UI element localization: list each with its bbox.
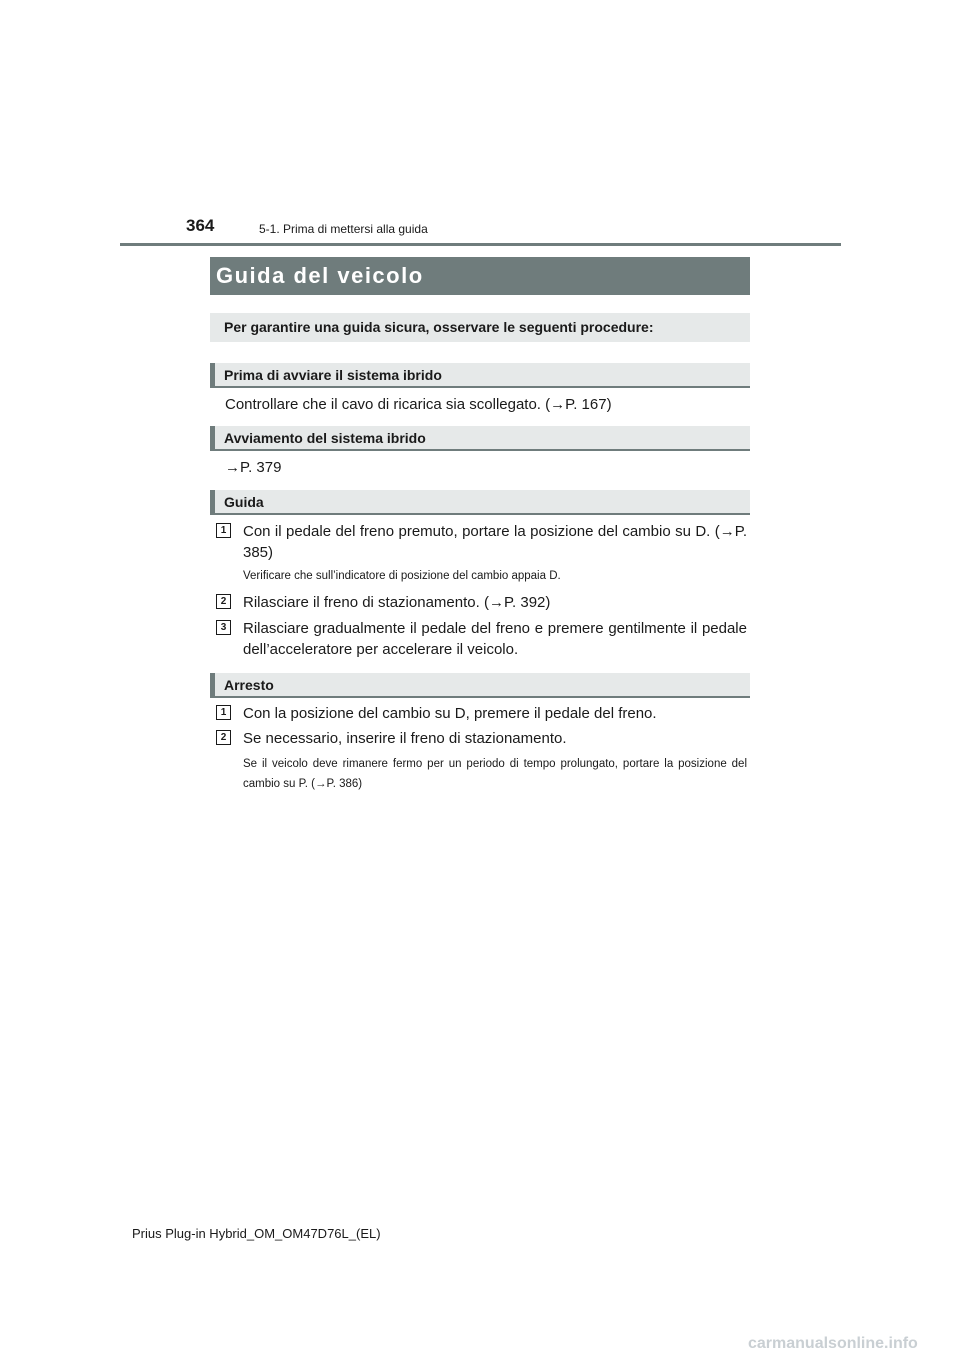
watermark: carmanualsonline.info xyxy=(748,1335,918,1352)
step-text: Rilasciare gradualmente il pedale del freno e premere gentilmente il pedale dell’acceleratore per accelerare il veicolo. xyxy=(243,620,747,658)
starting-text: →P. 379 xyxy=(225,459,282,476)
subheading-stopping xyxy=(210,673,750,698)
step-number-box: 1 xyxy=(216,705,231,720)
before-start-text: Controllare che il cavo di ricarica sia scollegato. (→P. 167) xyxy=(225,396,612,413)
header-rule xyxy=(120,243,841,246)
title-bar xyxy=(210,257,750,295)
page-title: Guida del veicolo xyxy=(216,263,424,288)
subheading-label: Prima di avviare il sistema ibrido xyxy=(224,367,442,383)
subheading-label: Avviamento del sistema ibrido xyxy=(224,430,426,446)
step-text: Rilasciare il freno di stazionamento. (→P. 392) xyxy=(243,594,551,611)
subheading-label: Guida xyxy=(224,494,264,510)
footer-doc-id: Prius Plug-in Hybrid_OM_OM47D76L_(EL) xyxy=(132,1226,381,1241)
note-text: Se il veicolo deve rimanere fermo per un periodo di tempo prolungato, portare la posizione del cambio su P. (→P. 386) xyxy=(243,758,747,790)
step-text: Con la posizione del cambio su D, premere il pedale del freno. xyxy=(243,705,657,722)
section-label: 5-1. Prima di mettersi alla guida xyxy=(259,222,428,236)
subheading-driving xyxy=(210,490,750,515)
step-text: Con il pedale del freno premuto, portare la posizione del cambio su D. (→P. 385) xyxy=(243,523,747,561)
step-number-box: 1 xyxy=(216,523,231,538)
step-number-box: 2 xyxy=(216,594,231,609)
subheading-label: Arresto xyxy=(224,677,274,693)
step-text: Se necessario, inserire il freno di stazionamento. xyxy=(243,730,567,747)
subheading-before-start xyxy=(210,363,750,388)
page-number: 364 xyxy=(186,216,215,235)
subheading-starting xyxy=(210,426,750,451)
step-number-box: 3 xyxy=(216,620,231,635)
note-text: Verificare che sull’indicatore di posizione del cambio appaia D. xyxy=(243,570,561,582)
intro-text: Per garantire una guida sicura, osservare le seguenti procedure: xyxy=(224,319,654,335)
step-number-box: 2 xyxy=(216,730,231,745)
intro-box xyxy=(210,313,750,342)
